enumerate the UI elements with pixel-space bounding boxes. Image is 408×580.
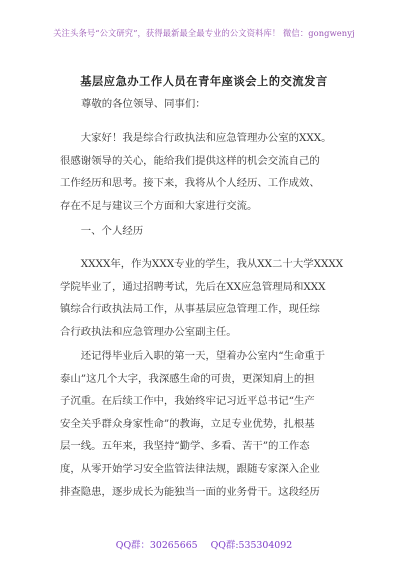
paragraph-2 [60, 345, 350, 503]
text-line: 工作经历和思考。接下来，我将从个人经历、工作成效、 [60, 177, 320, 190]
text-line: 度，从零开始学习安全监管法律法规，跟随专家深入企业 [60, 462, 320, 475]
paragraph-1 [60, 253, 350, 343]
text-line: 合行政执法和应急管理办公室副主任。 [60, 325, 237, 338]
document-title: 基层应急办工作人员在青年座谈会上的交流发言 [80, 74, 328, 88]
text-line: 大家好！我是综合行政执法和应急管理办公室的XXX。 [60, 132, 332, 144]
text-line: XXXX年，作为XXX专业的学生，我从XX二十大学XXXX [60, 258, 344, 270]
section-heading-text: 一、个人经历 [60, 225, 144, 237]
salutation-line: 尊敬的各位领导、同事们： [81, 98, 206, 110]
text-line: 存在不足与建议三个方面和大家进行交流。 [60, 199, 258, 212]
text-line: 还记得毕业后入职的第一天，望着办公室内“生命重于 [60, 350, 326, 362]
text-line: 很感谢领导的关心，能给我们提供这样的机会交流自己的 [60, 154, 320, 167]
text-line: 泰山”这几个大字，我深感生命的可贵，更深知肩上的担 [60, 372, 315, 385]
text-line: 层一线。五年来，我坚持“勤学、多看、苦干”的工作态 [60, 440, 310, 453]
top-banner: 关注头条号“公文研究”，获得最新最全最专业的公文资料库！ 微信：gongwenyj [53, 28, 355, 38]
text-line: 安全关乎群众身家性命”的教诲，立足专业优势，扎根基 [60, 417, 315, 430]
salutation [60, 93, 350, 116]
section-heading [60, 220, 350, 243]
footer [0, 537, 408, 551]
qq-group-1: QQ群：30265665 [115, 540, 198, 551]
text-line: 学院毕业了，通过招聘考试，先后在XX应急管理局和XXX [60, 280, 326, 293]
text-line: 排查隐患，逐步成长为能独当一面的业务骨干。这段经历 [60, 485, 320, 498]
text-line: 镇综合行政执法局工作，从事基层应急管理工作，现任综 [60, 303, 320, 316]
qq-group-2: QQ群:535304092 [210, 540, 293, 551]
text-line: 子沉重。在后续工作中，我始终牢记习近平总书记“生产 [60, 395, 315, 408]
intro-paragraph [60, 127, 350, 217]
